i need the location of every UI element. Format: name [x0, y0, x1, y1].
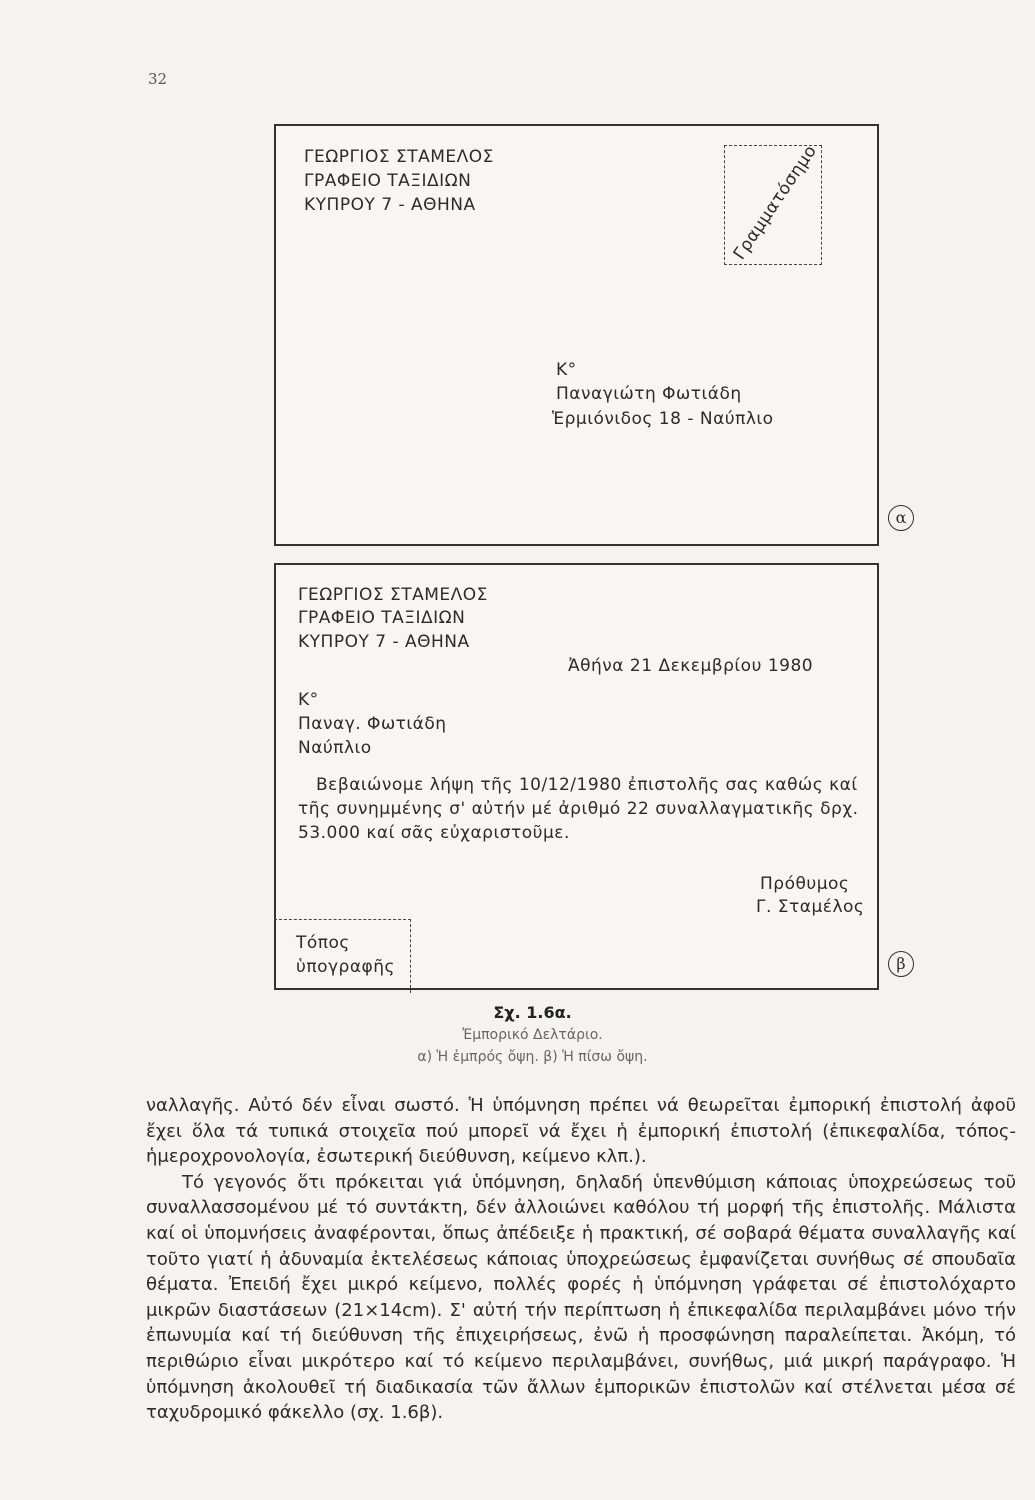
- figure-number: Σχ. 1.6α.: [493, 1003, 572, 1022]
- sender-address: ΚΥΠΡΟΥ 7 - ΑΘΗΝΑ: [298, 632, 470, 652]
- marker-beta: β: [888, 951, 914, 977]
- recipient-name: Παναγιώτη Φωτιάδη: [556, 384, 742, 404]
- figure-title: Ἐμπορικό Δελτάριο.: [462, 1027, 603, 1043]
- sender-name: ΓΕΩΡΓΙΟΣ ΣΤΑΜΕΛΟΣ: [298, 585, 488, 605]
- body-text: [146, 1093, 1016, 1426]
- body-line-3: 53.000 καί σᾶς εὐχαριστοῦμε.: [298, 823, 570, 843]
- body-line-1: Βεβαιώνομε λήψη τῆς 10/12/1980 ἐπιστολῆς σας καθώς καί: [316, 775, 858, 795]
- postcard-front: [274, 124, 879, 546]
- stamp-label: Γραμματόσημο: [729, 141, 822, 264]
- sender-office: ΓΡΑΦΕΙΟ ΤΑΞΙΔΙΩΝ: [304, 171, 472, 191]
- marker-alpha: α: [888, 505, 914, 531]
- closing-salutation: Πρόθυμος: [760, 874, 850, 894]
- recipient-address: Ἑρμιόνιδος 18 - Ναύπλιο: [552, 409, 774, 429]
- signature-label-2: ὑπογραφῆς: [296, 957, 395, 977]
- sender-name: ΓΕΩΡΓΙΟΣ ΣΤΑΜΕΛΟΣ: [304, 147, 494, 167]
- recipient-title: Κ°: [298, 690, 319, 710]
- recipient-name: Παναγ. Φωτιάδη: [298, 714, 447, 734]
- paragraph-2: Τό γεγονός ὅτι πρόκειται γιά ὑπόμνηση, δηλαδή ὑπενθύμιση κάποιας ὑποχρεώσεως τοῦ συναλλασσομένου μέ τό συντάκτη, δέν ἀλλοιώνει καθόλου τή μορφή τῆς ἐπιστολῆς. Μάλιστα καί οἱ ὑπομνήσεις ἀναφέρονται, ὅπως ἀπέδειξε ἡ πρακτική, σέ σοβαρά θέματα συναλλαγῆς καί τοῦτο γιατί ἡ ἀδυναμία ἐκτελέσεως κάποιας ὑποχρεώσεως ἐμφανίζεται συνήθως σέ σπουδαῖα θέματα. Ἐπειδή ἔχει μικρό κείμενο, πολλές φορές ἡ ὑπόμνηση γράφεται σέ ἐπιστολόχαρτο μικρῶν διαστάσεων (21×14cm). Σ' αὐτή τήν περίπτωση ἡ ἐπικεφαλίδα περιλαμβάνει μόνο τήν ἐπωνυμία καί τή διεύθυνση τῆς ἐπιχειρήσεως, ἐνῶ ἡ προσφώνηση παραλείπεται. Ἀκόμη, τό περιθώριο εἶναι μικρότερο καί τό κείμενο περιλαμβάνει, συνήθως, μιά μικρή παράγραφο. Ἡ ὑπόμνηση ἀκολουθεῖ τή διαδικασία τῶν ἄλλων ἐμπορικῶν ἐπιστολῶν καί στέλνεται μέσα σέ ταχυδρομικό φάκελλο (σχ. 1.6β).: [146, 1171, 1016, 1424]
- sender-address: ΚΥΠΡΟΥ 7 - ΑΘΗΝΑ: [304, 195, 476, 215]
- letter-date: Ἀθήνα 21 Δεκεμβρίου 1980: [568, 656, 814, 676]
- recipient-city: Ναύπλιο: [298, 738, 372, 758]
- figure-subtitle: α) Ἡ ἐμπρός ὄψη. β) Ἡ πίσω ὄψη.: [417, 1049, 648, 1065]
- sender-office: ΓΡΑΦΕΙΟ ΤΑΞΙΔΙΩΝ: [298, 608, 466, 628]
- postcard-back: [274, 563, 879, 990]
- paragraph-1: ναλλαγῆς. Αὐτό δέν εἶναι σωστό. Ἡ ὑπόμνηση πρέπει νά θεωρεῖται ἐμπορική ἐπιστολή ἀφοῦ ἔχει ὅλα τά τυπικά στοιχεῖα πού μπορεῖ νά ἔχει ἡ ἐμπορική ἐπιστολή (ἐπικεφαλίδα, τόπος-ἡμεροχρονολογία, ἐσωτερική διεύθυνση, κείμενο κλπ.).: [146, 1095, 1016, 1168]
- closing-signature: Γ. Σταμέλος: [756, 897, 865, 917]
- signature-label-1: Τόπος: [296, 933, 350, 953]
- page-number: 32: [148, 70, 168, 88]
- body-line-2: τῆς συνημμένης σ' αὐτήν μέ ἀριθμό 22 συναλλαγματικῆς δρχ.: [298, 799, 859, 819]
- recipient-title: Κ°: [556, 360, 577, 380]
